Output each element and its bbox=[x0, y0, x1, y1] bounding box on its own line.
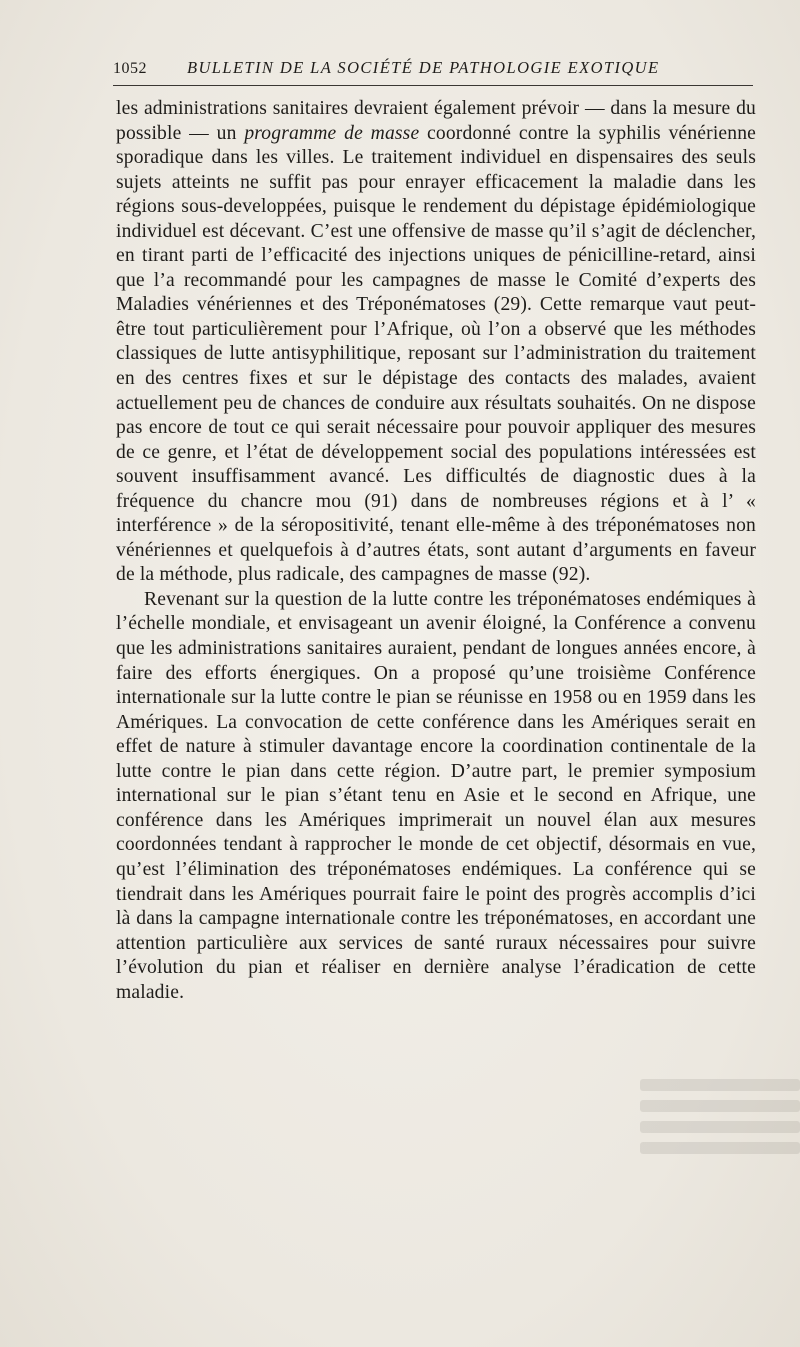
journal-title: BULLETIN DE LA SOCIÉTÉ DE PATHOLOGIE EXOTIQUE bbox=[187, 58, 660, 77]
show-through-bleed bbox=[640, 1070, 800, 1200]
paragraph-2 bbox=[116, 588, 756, 1005]
body-text bbox=[116, 97, 756, 1005]
italic-term-programme-de-masse: programme de masse bbox=[244, 122, 420, 144]
paragraph-1 bbox=[116, 97, 756, 588]
ghost-line bbox=[640, 1100, 800, 1112]
text-run: les administrations sanitaires devraient également prévoir — dans la mesure du possible — un bbox=[116, 98, 756, 144]
ghost-line bbox=[640, 1079, 800, 1091]
text-run: Revenant sur la question de la lutte contre les tréponématoses endémiques à l’échelle mondiale, et envisageant un avenir éloigné, la Conférence a convenu que les administrations sanitaires auraient, pendant de longues années encore, à faire des efforts énergiques. On a proposé qu’une troisième Conférence internationale sur la lutte contre le pian se réunisse en 1958 ou en 1959 dans les Amériques. La convocation de cette conférence dans les Amériques serait en effet de nature à stimuler davantage encore la coordination continentale de la lutte contre le pian dans cette région. D’autre part, le premier symposium international sur le pian s’étant tenu en Asie et le second en Afrique, une conférence dans les Amériques imprimerait un nouvel élan aux mesures coordonnées tendant à rapprocher le monde de cet objectif, désormais en vue, qu’est l’élimination des tréponématoses endémiques. La conférence qui se tiendrait dans les Amériques pourrait faire le point des progrès accomplis d’ici là dans la campagne internationale contre les tréponématoses, en accordant une attention particulière aux services de santé ruraux nécessaires pour suivre l’évolution du pian et réaliser en dernière analyse l’éradication de cette maladie. bbox=[116, 588, 756, 1003]
ghost-line bbox=[640, 1121, 800, 1133]
ghost-line bbox=[640, 1142, 800, 1154]
header-rule bbox=[113, 85, 753, 86]
text-run: coordonné contre la syphilis vénérienne sporadique dans les villes. Le traitement individuel en dispensaires des seuls sujets atteints ne suffit pas pour enrayer efficacement la maladie dans les régions sous-developpées, puisque le rendement du dépistage épidémiologique individuel est décevant. C’est une offensive de masse qu’il s’agit de déclencher, en tirant parti de l’efficacité des injections uniques de pénicilline-retard, ainsi que l’a recommandé pour les campagnes de masse le Comité d’experts des Maladies vénériennes et des Tréponématoses (29). Cette remarque vaut peut-être tout particulièrement pour l’Afrique, où l’on a observé que les méthodes classiques de lutte antisyphilitique, reposant sur l’administration du traitement en des centres fixes et sur le dépistage des contacts des malades, avaient actuellement peu de chances de conduire aux résultats souhaités. On ne dispose pas encore de tout ce qui serait nécessaire pour pouvoir appliquer des mesures de ce genre, et l’état de développement social des populations intéressées est souvent insuffisamment avancé. Les difficultés de diagnostic dues à la fréquence du chancre mou (91) dans de nombreuses régions et à l’ « interférence » de la séropositivité, tenant elle-même à des tréponématoses non vénériennes et quelquefois à d’autres états, sont autant d’arguments en faveur de la méthode, plus radicale, des campagnes de masse (92). bbox=[116, 122, 757, 586]
page-number: 1052 bbox=[113, 60, 147, 77]
running-head bbox=[113, 56, 753, 84]
